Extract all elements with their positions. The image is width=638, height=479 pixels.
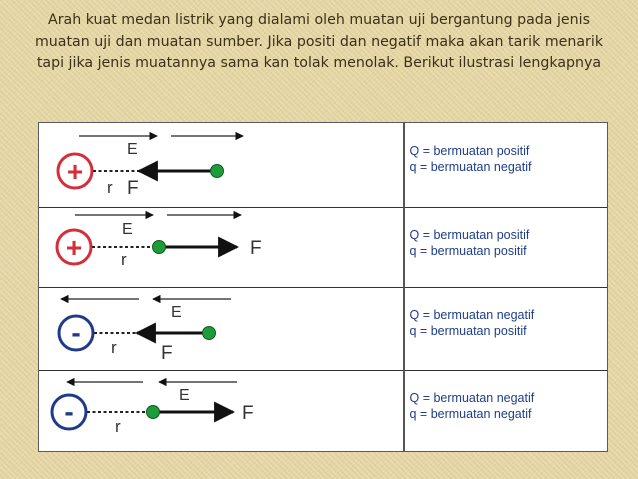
r-label: r xyxy=(115,417,121,436)
case-labels-1 xyxy=(405,123,608,207)
e-label: E xyxy=(171,304,182,321)
test-charge-dot xyxy=(211,165,224,178)
f-label: F xyxy=(161,343,173,364)
r-label: r xyxy=(107,178,113,197)
r-label: r xyxy=(111,338,117,357)
case-row-4 xyxy=(39,370,607,451)
charge-sign: + xyxy=(65,232,83,263)
charge-sign: - xyxy=(64,396,74,427)
f-label: F xyxy=(242,403,254,424)
case-labels-3 xyxy=(405,287,608,370)
test-charge-dot xyxy=(203,327,216,340)
electric-field-illustration xyxy=(38,122,608,452)
case-row-3 xyxy=(39,287,607,371)
e-label: E xyxy=(127,141,138,158)
case-row-1 xyxy=(39,123,607,208)
case-labels-4 xyxy=(405,370,608,451)
test-charge-label: q = bermuatan positif xyxy=(409,244,527,258)
test-charge-dot xyxy=(153,241,166,254)
test-charge-label: q = bermuatan negatif xyxy=(409,160,532,174)
r-label: r xyxy=(121,250,127,269)
case-diagram-3 xyxy=(39,287,403,370)
charge-sign: - xyxy=(71,317,81,348)
test-charge-dot xyxy=(147,406,160,419)
f-label: F xyxy=(127,178,139,199)
case-diagram-1 xyxy=(39,123,403,207)
e-label: E xyxy=(179,387,190,404)
case-diagram-2 xyxy=(39,207,403,287)
case-labels-2 xyxy=(405,207,608,287)
f-label: F xyxy=(250,238,262,259)
intro-paragraph: Arah kuat medan listrik yang dialami oleh muatan uji bergantung pada jenis muatan uji dan muatan sumber. Jika positi dan negatif maka akan tarik menarik tapi jika jenis muatannya sama kan tolak menolak. Berikut ilustrasi lengkapnya xyxy=(34,12,604,71)
source-charge-label: Q = bermuatan positif xyxy=(409,228,530,242)
test-charge-label: q = bermuatan negatif xyxy=(409,407,532,421)
charge-sign: + xyxy=(66,156,84,187)
test-charge-label: q = bermuatan positif xyxy=(409,324,527,338)
case-diagram-4 xyxy=(39,370,403,451)
case-row-2 xyxy=(39,207,607,288)
e-label: E xyxy=(122,221,133,238)
source-charge-label: Q = bermuatan negatif xyxy=(409,308,535,322)
source-charge-label: Q = bermuatan positif xyxy=(409,144,530,158)
source-charge-label: Q = bermuatan negatif xyxy=(409,391,535,405)
